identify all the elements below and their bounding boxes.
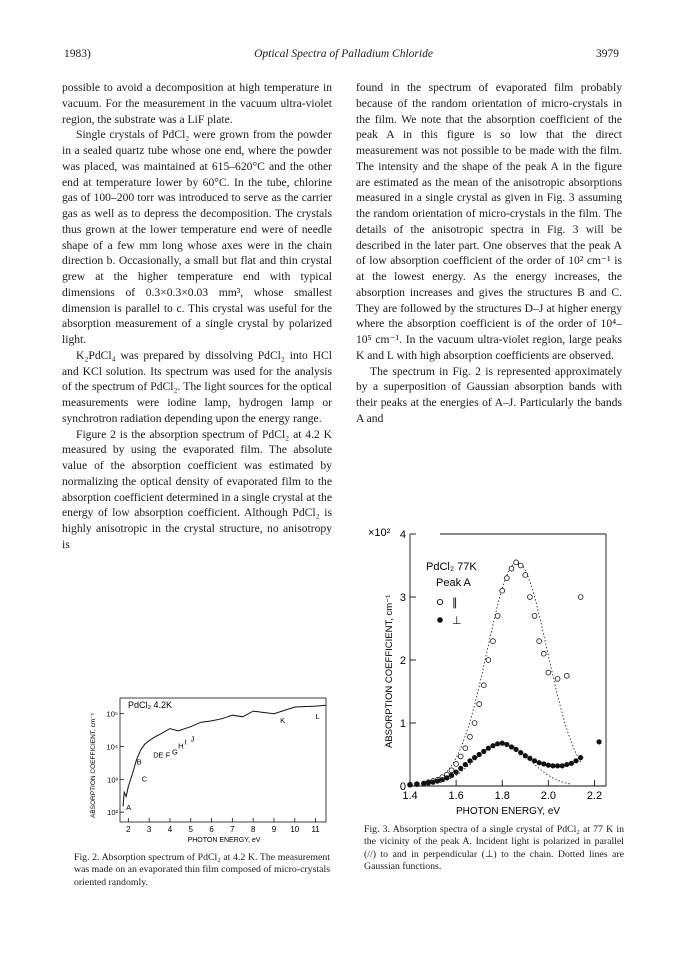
fig3-point-perp — [555, 763, 560, 768]
fig3-y-tick-label: 2 — [399, 655, 406, 667]
fig3-point-perp — [527, 756, 532, 761]
fig3-points — [407, 560, 601, 787]
figure-3-plot — [356, 520, 626, 820]
fig3-point-parallel — [458, 754, 463, 759]
fig2-peak-label-E: E — [158, 750, 164, 760]
fig3-point-perp — [421, 781, 426, 786]
fig3-point-perp — [472, 755, 477, 760]
fig2-xlabel: PHOTON ENERGY, eV — [187, 837, 261, 844]
fig2-x-tick-label: 7 — [230, 825, 235, 834]
fig3-gaussian-fits — [433, 563, 580, 785]
fig2-peak-label-D: D — [153, 750, 159, 760]
fig3-point-parallel — [454, 762, 459, 767]
fig3-point-perp — [430, 780, 435, 785]
fig3-point-perp — [463, 762, 468, 767]
fig3-point-perp — [454, 770, 459, 775]
fig2-peak-label-L: L — [315, 712, 320, 722]
fig3-point-parallel — [486, 658, 491, 663]
fig3-point-perp — [440, 777, 445, 782]
fig3-point-perp — [486, 746, 491, 751]
fig3-x-tick-label: 1.4 — [402, 790, 418, 802]
figure-2-caption: Fig. 2. Absorption spectrum of PdCl₂ at 4.2 K. The measurement was made on an evaporated thin film composed of micro-crystals oriented randomly. — [74, 852, 331, 888]
fig3-point-parallel — [541, 651, 546, 656]
legend-parallel-marker — [437, 599, 442, 604]
left-column — [62, 80, 332, 553]
fig3-subtitle: Peak A — [436, 577, 471, 589]
fig2-x-tick-label: 4 — [167, 825, 173, 834]
fig3-point-parallel — [495, 614, 500, 619]
paragraph: The spectrum in Fig. 2 is represented approximately by a superposition of Gaussian absorption bands with their peaks at the energies of A–J. Particularly the bands A and — [356, 364, 622, 425]
fig2-peak-label-K: K — [280, 716, 286, 726]
fig3-point-parallel — [468, 734, 473, 739]
fig3-point-perp — [449, 773, 454, 778]
fig3-point-parallel — [472, 721, 477, 726]
fig3-point-perp — [560, 763, 565, 768]
paragraph: Figure 2 is the absorption spectrum of PdCl₂ at 4.2 K measured by using the evaporated film. The absolute value of the absorption coefficient was estimated by normalizing the optical density of evaporated film to the absorption coefficient determined in a single crystal at the energy of low absorption coefficient. Although PdCl₂ is highly anisotropic in the crystal structure, no anisotropy is — [62, 427, 332, 551]
fig2-ticks — [106, 710, 320, 834]
fig2-peak-label-J: J — [190, 734, 195, 744]
fig3-point-parallel — [518, 563, 523, 568]
paragraph: Single crystals of PdCl₂ were grown from the powder in a sealed quartz tube whose one end, where the powder was placed, was maintained at 615–620°C and the other end at temperature lower by 60°C. In the tube, chlorine gas of 100–200 torr was introduced to serve as the carrier gas as well as to depress the decomposition. The crystals thus grown at the lower temperature end were of needle shape of a few mm long whose axes were in the chain direction b. Occasionally, a small but flat and thin crystal grew at the higher temperature end with typical dimensions of 0.3×0.3×0.03 mm³, whose smallest dimension is parallel to c. This crystal was useful for the absorption measurement of a single crystal by polarized light. — [62, 128, 332, 346]
fig3-point-perp — [481, 749, 486, 754]
fig2-ylabel: ABSORPTION COEFFICIENT, cm⁻¹ — [90, 713, 97, 818]
fig3-point-perp — [444, 775, 449, 780]
fig3-x-tick-label: 1.6 — [448, 790, 464, 802]
right-column — [356, 80, 622, 427]
fig3-point-parallel — [532, 614, 537, 619]
fig2-y-tick-label: 10³ — [107, 775, 118, 785]
fig2-peak-labels — [126, 712, 320, 812]
fig3-point-perp — [490, 743, 495, 748]
fig3-point-perp — [569, 761, 574, 766]
fig3-point-parallel — [477, 702, 482, 707]
fig3-point-parallel — [449, 768, 454, 773]
fig3-point-parallel — [537, 639, 542, 644]
paragraph: possible to avoid a decomposition at high temperature in vacuum. For the measurement in the vacuum ultra-violet region, the substrate was a LiF plate. — [62, 81, 332, 126]
fig3-point-perp — [414, 782, 419, 787]
fig3-point-perp — [458, 766, 463, 771]
fig3-point-perp — [426, 780, 431, 785]
fig2-x-tick-label: 3 — [146, 825, 152, 834]
fig2-axes-box — [120, 698, 326, 822]
fig3-point-perp — [435, 778, 440, 783]
fig3-point-parallel — [523, 573, 528, 578]
fig2-x-tick-label: 2 — [126, 825, 131, 834]
fig3-point-perp — [504, 742, 509, 747]
fig3-point-parallel — [578, 595, 583, 600]
fig3-point-parallel — [491, 639, 496, 644]
fig3-y-tick-label: 0 — [399, 781, 406, 793]
fig3-x-tick-label: 1.8 — [494, 790, 510, 802]
fig2-peak-label-A: A — [126, 803, 132, 813]
fig3-point-parallel — [528, 595, 533, 600]
fig3-point-perp — [523, 753, 528, 758]
fig3-point-perp — [518, 750, 523, 755]
fig3-point-parallel — [546, 670, 551, 675]
paragraph: found in the spectrum of evaporated film probably because of the random orientation of micro-crystals in the film. We note that the absorption coefficient of the peak A in this figure is so low that the direct measurement was not possible to be made with the film. The intensity and the shape of the peak A in the figure are estimated as the mean of the anisotropic absorptions measured in a single crystal as given in Fig. 3 assuming the random orientation of micro-crystals in the film. The details of the anisotropic spectra in Fig. 3 will be described in the later part. One observes that the peak A of low absorption coefficient of the order of 10² cm⁻¹ is at the lowest energy. As the energy increases, the absorption increases and gives the structures B and C. They are followed by the structures D–J at higher energy where the absorption coefficient is of the order of 10⁴–10⁵ cm⁻¹. In the vacuum ultra-violet region, large peaks K and L with high absorption coefficients are observed. — [356, 81, 622, 362]
fig2-frame — [120, 698, 326, 822]
fig3-title: PdCl₂ 77K — [426, 561, 477, 573]
fig3-ylabel: ABSORPTION COEFFICIENT, cm⁻¹ — [384, 594, 395, 748]
fig3-point-perp — [573, 758, 578, 763]
fig3-point-perp — [495, 741, 500, 746]
fig2-peak-label-C: C — [141, 774, 148, 784]
fig2-peak-label-G: G — [171, 747, 178, 757]
fig3-point-perp — [532, 758, 537, 763]
fig2-peak-label-B: B — [136, 757, 142, 767]
legend-perp-label: ⊥ — [452, 615, 462, 627]
running-header-title: Optical Spectra of Palladium Chloride — [254, 48, 433, 60]
fig2-y-tick-label: 10² — [107, 808, 118, 818]
fig2-x-tick-label: 6 — [209, 825, 214, 834]
fig2-peak-label-I: I — [184, 737, 187, 747]
fig2-peak-label-F: F — [165, 750, 171, 760]
fig3-point-parallel — [463, 746, 468, 751]
fig2-y-tick-label: 10⁴ — [106, 742, 118, 752]
fig3-point-perp — [578, 755, 583, 760]
figure-3-caption: Fig. 3. Absorption spectra of a single crystal of PdCl₂ at 77 K in the vicinity of the peak A. Incident light is polarized in parallel (//) to and in perpendicular (⊥) to the chain. Dotted lines are Gaussian functions. — [364, 824, 624, 873]
fig2-x-tick-label: 10 — [290, 825, 300, 834]
fig3-point-parallel — [504, 576, 509, 581]
fig2-peak-label-H: H — [178, 741, 184, 751]
fig3-point-parallel — [564, 673, 569, 678]
fig3-point-perp — [596, 739, 601, 744]
fig3-point-perp — [407, 782, 412, 787]
fig2-x-tick-label: 11 — [311, 825, 320, 834]
page-number: 3979 — [596, 48, 619, 60]
legend-parallel-label: ∥ — [452, 597, 458, 609]
fig2-y-tick-label: 10⁵ — [106, 709, 118, 719]
fig3-point-perp — [500, 741, 505, 746]
fig3-point-parallel — [514, 560, 519, 565]
legend-perp-marker — [437, 617, 443, 623]
fig3-point-parallel — [481, 683, 486, 688]
fig2-x-tick-label: 8 — [250, 825, 256, 834]
fig3-y-tick-label: 1 — [399, 718, 406, 730]
fig3-point-perp — [477, 752, 482, 757]
fig3-point-parallel — [509, 566, 514, 571]
fig3-x-tick-label: 2.0 — [540, 790, 557, 802]
fig2-x-tick-label: 5 — [188, 825, 193, 834]
fig3-point-parallel — [555, 677, 560, 682]
fig3-point-parallel — [500, 588, 505, 593]
fig3-point-perp — [509, 744, 514, 749]
fig3-y-tick-label: 4 — [399, 529, 406, 541]
fig3-point-perp — [467, 758, 472, 763]
fig3-gaussian-parallel — [445, 563, 581, 775]
figure-2-plot — [78, 690, 334, 850]
fig2-x-tick-label: 9 — [271, 825, 277, 834]
fig3-y-tick-label: 3 — [399, 592, 406, 604]
fig3-point-perp — [564, 762, 569, 767]
fig3-point-perp — [541, 761, 546, 766]
running-header-year: 1983) — [64, 48, 91, 60]
fig3-point-perp — [513, 747, 518, 752]
fig3-x-tick-label: 2.2 — [586, 790, 603, 802]
fig3-point-perp — [537, 760, 542, 765]
fig3-point-perp — [546, 763, 551, 768]
fig3-point-perp — [550, 763, 555, 768]
fig3-scale-label: ×10² — [368, 527, 391, 539]
fig3-xlabel: PHOTON ENERGY, eV — [455, 806, 561, 817]
paragraph: K₂PdCl₄ was prepared by dissolving PdCl₂ into HCl and KCl solution. Its spectrum was used for the analysis of the spectrum of PdCl₂. The light sources for the optical measurements were iodine lamp, hydrogen lamp or synchrotron radiation depending upon the energy range. — [62, 348, 332, 425]
fig2-inner-label: PdCl₂ 4.2K — [128, 700, 173, 710]
